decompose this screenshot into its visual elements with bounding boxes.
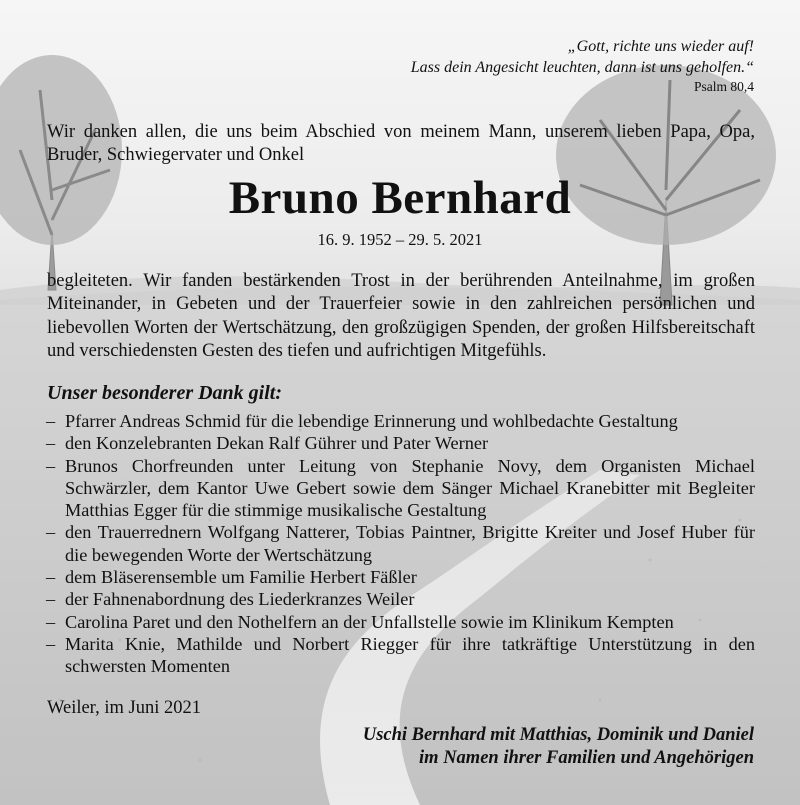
life-dates: 16. 9. 1952 – 29. 5. 2021 <box>317 230 483 249</box>
list-item: – den Konzelebranten Dekan Ralf Gührer und Pater Werner <box>47 432 755 454</box>
special-thanks-heading: Unser besonderer Dank gilt: <box>47 382 283 404</box>
list-item: – der Fahnenabordnung des Liederkranzes Weiler <box>47 588 755 610</box>
place-date: Weiler, im Juni 2021 <box>47 698 201 718</box>
bible-quote <box>411 36 754 96</box>
signature-line-1: Uschi Bernhard mit Matthias, Dominik und Daniel <box>362 725 754 745</box>
list-item: – Brunos Chorfreunden unter Leitung von Stephanie Novy, dem Organisten Michael Schwärzler, dem Kantor Uwe Gebert sowie dem Sänger Michael Kranebitter mit Begleiter Matthias Egger für die stimmige musikalische Gestaltung <box>47 455 755 522</box>
signature-line-2: im Namen ihrer Familien und Angehörigen <box>419 748 754 768</box>
quote-reference: Psalm 80,4 <box>693 79 754 94</box>
list-item: – Pfarrer Andreas Schmid für die lebendige Erinnerung und wohlbedachte Gestaltung <box>47 410 755 432</box>
thanks-list <box>47 410 755 678</box>
quote-line-2: Lass dein Angesicht leuchten, dann ist uns geholfen.“ <box>410 59 754 76</box>
list-item: – den Trauerrednern Wolfgang Natterer, Tobias Paintner, Brigitte Kreiter und Josef Huber für die bewegenden Worte der Wertschätzung <box>47 521 755 566</box>
list-item: – Carolina Paret und den Nothelfern an der Unfallstelle sowie im Klinikum Kempten <box>47 611 755 633</box>
deceased-name: Bruno Bernhard <box>228 172 572 224</box>
list-item: – Marita Knie, Mathilde und Norbert Riegger für ihre tatkräftige Unterstützung in den schwersten Momenten <box>47 633 755 678</box>
thanks-paragraph: begleiteten. Wir fanden bestärkenden Trost in der berührenden Anteilnahme, im großen Miteinander, in Gebeten und der Trauerfeier sowie in den zahlreichen persönlichen und liebevollen Worten der Wertschätzung, den großzügigen Spenden, der großen Hilfsbereitschaft und verschiedensten Gesten des tiefen und aufrichtigen Mitgefühls. <box>47 271 755 361</box>
list-item: – dem Bläserensemble um Familie Herbert Fäßler <box>47 566 755 588</box>
intro-text: Wir danken allen, die uns beim Abschied von meinem Mann, unserem lieben Papa, Opa, Bruder, Schwiegervater und Onkel <box>47 122 755 165</box>
signature <box>363 724 754 770</box>
quote-line-1: „Gott, richte uns wieder auf! <box>567 38 754 55</box>
